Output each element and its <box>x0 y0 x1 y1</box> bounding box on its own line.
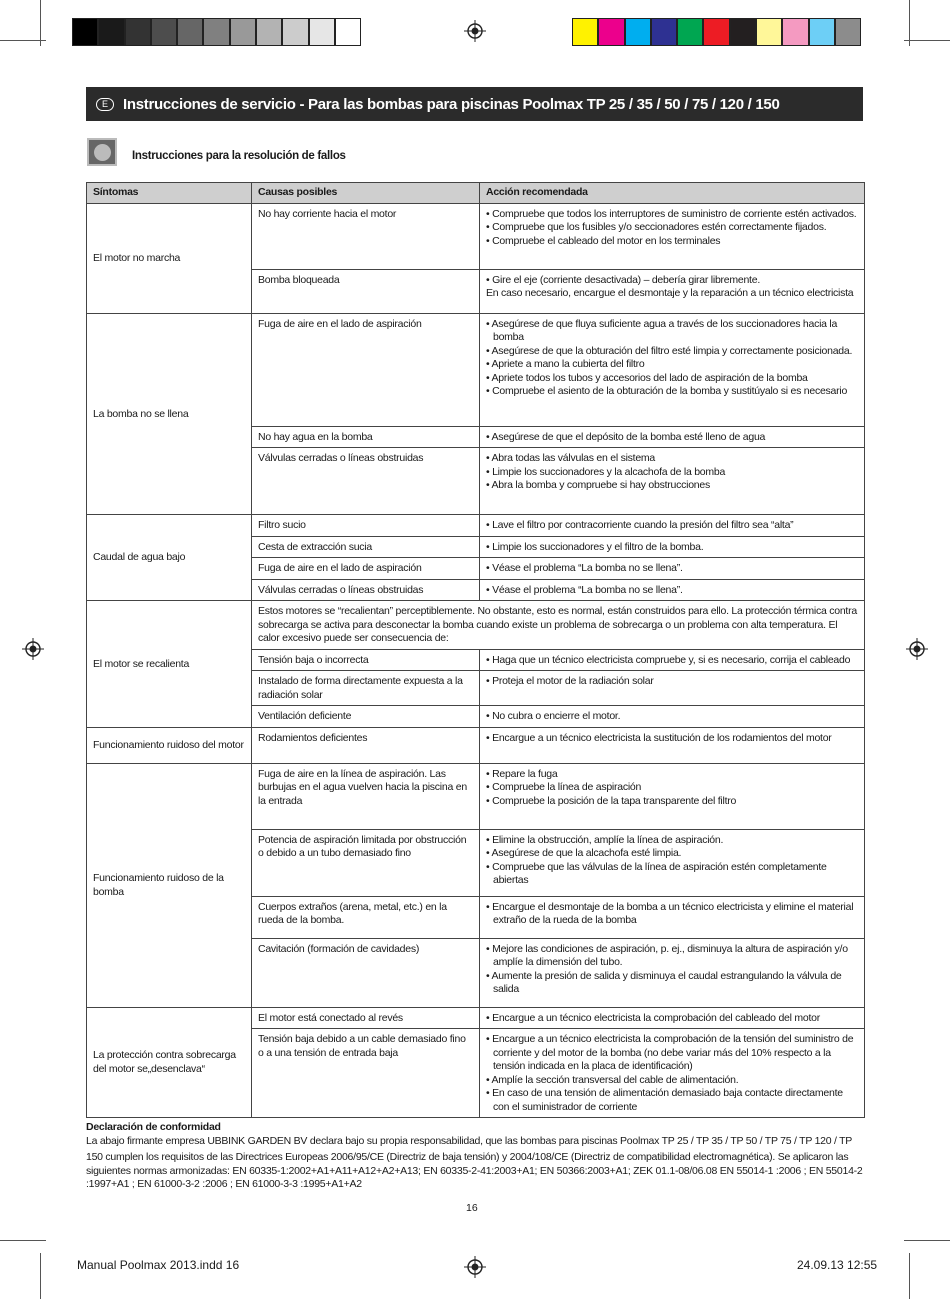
action-item: • Encargue a un técnico electricista la comprobación del cableado del motor <box>486 1011 820 1024</box>
action-item: En caso necesario, encargue el desmontaje y la reparación a un técnico electricista <box>486 287 854 299</box>
color-swatch <box>625 18 651 46</box>
table-header-row <box>87 183 865 204</box>
color-swatch <box>651 18 677 46</box>
cause-cell: Rodamientos deficientes <box>252 727 480 763</box>
action-cell <box>480 727 865 763</box>
symptom-cell: El motor se recalienta <box>87 601 252 728</box>
cause-cell: Válvulas cerradas o líneas obstruidas <box>252 448 480 515</box>
color-swatch <box>572 18 598 46</box>
action-cell <box>480 558 865 580</box>
column-header-action: Acción recomendada <box>480 183 865 204</box>
action-item: • Asegúrese de que la obturación del filtro esté limpia y correctamente posicionada. <box>486 344 853 357</box>
action-cell <box>480 938 865 1007</box>
action-item: • Abra todas las válvulas en el sistema <box>486 452 656 464</box>
action-item: • Asegúrese de que el depósito de la bomba esté lleno de agua <box>486 430 766 443</box>
color-bar-left <box>72 18 361 46</box>
color-swatch <box>730 18 756 46</box>
symptom-cell: Caudal de agua bajo <box>87 515 252 601</box>
crop-mark <box>40 0 41 46</box>
color-swatch <box>72 18 98 46</box>
color-swatch <box>125 18 151 46</box>
tools-icon <box>87 138 117 166</box>
registration-mark-icon <box>22 638 44 660</box>
action-cell <box>480 536 865 558</box>
symptom-cell: La protección contra sobrecarga del motor se„desenclava“ <box>87 1007 252 1118</box>
cause-cell: Válvulas cerradas o líneas obstruidas <box>252 579 480 601</box>
action-item: • Encargue el desmontaje de la bomba a un técnico electricista y elimine el material extraño de la rueda de la bomba <box>486 900 854 926</box>
color-swatch <box>309 18 335 46</box>
action-item: • Encargue a un técnico electricista la comprobación de la tensión del suministro de corriente y del motor de la bomba (no debe variar más del 10% respecto a la tensión indicada en la placa de identificación) <box>486 1033 854 1072</box>
cause-cell: Instalado de forma directamente expuesta a la radiación solar <box>252 671 480 706</box>
cause-cell: Cesta de extracción sucia <box>252 536 480 558</box>
action-cell <box>480 829 865 896</box>
cause-cell: Bomba bloqueada <box>252 269 480 313</box>
cause-cell: Fuga de aire en el lado de aspiración <box>252 558 480 580</box>
action-item: • Elimine la obstrucción, amplíe la línea de aspiración. <box>486 833 724 846</box>
action-item: • Compruebe que las válvulas de la línea de aspiración estén completamente abiertas <box>486 860 827 886</box>
declaration-title: Declaración de conformidad <box>86 1121 221 1133</box>
action-item: • Repare la fuga <box>486 767 558 780</box>
action-item: • Aumente la presión de salida y disminuya el caudal estrangulando la válvula de salida <box>486 969 842 995</box>
action-cell <box>480 313 865 426</box>
note-cell: Estos motores se “recalientan” perceptiblemente. No obstante, esto es normal, están construidos para ello. La protección térmica contra sobrecarga se activa para desconectar la bomba cuando existe un problema de sobrecarga o un problema con alta temperatura. El calor excesivo puede ser consecuencia de: <box>252 601 865 650</box>
color-swatch <box>230 18 256 46</box>
action-cell <box>480 649 865 671</box>
action-item: • Véase el problema “La bomba no se llena”. <box>486 562 683 574</box>
color-swatch <box>256 18 282 46</box>
page-title: Instrucciones de servicio - Para las bombas para piscinas Poolmax TP 25 / 35 / 50 / 75 / 120 / 150 <box>123 95 780 113</box>
cause-cell: No hay corriente hacia el motor <box>252 203 480 269</box>
symptom-cell: Funcionamiento ruidoso de la bomba <box>87 763 252 1007</box>
column-header-symptoms: Síntomas <box>87 183 252 204</box>
color-swatch <box>151 18 177 46</box>
page-header <box>86 87 863 121</box>
action-item: • Encargue a un técnico electricista la sustitución de los rodamientos del motor <box>486 731 832 744</box>
registration-mark-icon <box>906 638 928 660</box>
table-row <box>87 601 865 650</box>
cause-cell: Cuerpos extraños (arena, metal, etc.) en la rueda de la bomba. <box>252 896 480 938</box>
symptom-cell: La bomba no se llena <box>87 313 252 515</box>
action-cell <box>480 763 865 829</box>
registration-mark-icon <box>464 1256 486 1278</box>
action-cell <box>480 706 865 728</box>
table-row <box>87 1007 865 1029</box>
crop-mark <box>0 1240 46 1241</box>
action-item: • En caso de una tensión de alimentación demasiado baja contacte directamente con el suministrador de corriente <box>486 1087 843 1113</box>
action-cell <box>480 515 865 537</box>
cause-cell: Tensión baja o incorrecta <box>252 649 480 671</box>
cause-cell: Ventilación deficiente <box>252 706 480 728</box>
color-swatch <box>835 18 861 46</box>
color-swatch <box>809 18 835 46</box>
action-cell <box>480 671 865 706</box>
table-row <box>87 727 865 763</box>
action-item: • Abra la bomba y compruebe si hay obstrucciones <box>486 479 710 491</box>
action-item: • Limpie los succionadores y el filtro de la bomba. <box>486 540 704 553</box>
action-item: • Compruebe la línea de aspiración <box>486 781 642 793</box>
cause-cell: Fuga de aire en el lado de aspiración <box>252 313 480 426</box>
color-swatch <box>756 18 782 46</box>
crop-mark <box>904 1240 950 1241</box>
action-item: • Proteja el motor de la radiación solar <box>486 675 654 687</box>
color-swatch <box>282 18 308 46</box>
table-row <box>87 203 865 269</box>
action-item: • Haga que un técnico electricista compruebe y, si es necesario, corrija el cableado <box>486 653 851 666</box>
cause-cell: Tensión baja debido a un cable demasiado fino o a una tensión de entrada baja <box>252 1029 480 1118</box>
action-item: • Apriete a mano la cubierta del filtro <box>486 358 645 370</box>
symptom-cell: Funcionamiento ruidoso del motor <box>87 727 252 763</box>
column-header-causes: Causas posibles <box>252 183 480 204</box>
action-item: • Mejore las condiciones de aspiración, p. ej., disminuya la altura de aspiración y/o amplíe la dimensión del tubo. <box>486 942 848 968</box>
slug-date: 24.09.13 12:55 <box>797 1258 878 1272</box>
page-number: 16 <box>466 1202 478 1214</box>
section-title: Instrucciones para la resolución de fallos <box>132 150 346 162</box>
crop-mark <box>909 1253 910 1299</box>
action-item: • No cubra o encierre el motor. <box>486 710 621 722</box>
crop-mark <box>40 1253 41 1299</box>
color-swatch <box>703 18 729 46</box>
action-item: • Asegúrese de que la alcachofa esté limpia. <box>486 847 682 859</box>
color-swatch <box>98 18 124 46</box>
table-row <box>87 763 865 829</box>
language-badge: E <box>96 98 114 111</box>
cause-cell: No hay agua en la bomba <box>252 426 480 448</box>
action-cell <box>480 1007 865 1029</box>
color-bar-right <box>572 18 861 46</box>
action-item: • Compruebe que todos los interruptores de suministro de corriente estén activados. <box>486 207 857 220</box>
declaration-of-conformity <box>86 1121 866 1192</box>
cause-cell: Filtro sucio <box>252 515 480 537</box>
cause-cell: Cavitación (formación de cavidades) <box>252 938 480 1007</box>
action-cell <box>480 579 865 601</box>
action-cell <box>480 269 865 313</box>
color-swatch <box>335 18 361 46</box>
declaration-line-1: La abajo firmante empresa UBBINK GARDEN BV declara bajo su propia responsabilidad, que las bombas para piscinas Poolmax TP 25 / TP 35 / TP 50 / TP 75 / TP 120 / TP <box>86 1134 853 1147</box>
action-cell <box>480 896 865 938</box>
color-swatch <box>177 18 203 46</box>
cause-cell: Fuga de aire en la línea de aspiración. Las burbujas en el agua vuelven hacia la piscina en la entrada <box>252 763 480 829</box>
action-item: • Compruebe que los fusibles y/o seccionadores estén correctamente fijados. <box>486 221 827 233</box>
crop-mark <box>909 0 910 46</box>
declaration-line-2: 150 cumplen los requisitos de las Directrices Europeas 2006/95/CE (Directriz de baja tensión) y 2004/108/CE (Directriz de compatibilidad electromagnética). Se aplicaron las siguientes normas armonizadas: EN 60335-1:2002+A1+A11+A12+A2+A13; EN 60335-2-41:2003+A1; EN 50366:2003+A1; ZEK 01.1-08/06.08 EN 55014-1 :2006 ; EN 55014-2 :1997+A1 ; EN 61000-3-2 :2006 ; EN 61000-3-3 :1995+A1+A2 <box>86 1151 863 1190</box>
action-item: • Véase el problema “La bomba no se llena”. <box>486 583 683 596</box>
color-swatch <box>782 18 808 46</box>
table-row <box>87 313 865 426</box>
action-item: • Compruebe el asiento de la obturación de la bomba y sustitúyalo si es necesario <box>486 385 848 397</box>
registration-mark-icon <box>464 20 486 42</box>
action-item: • Asegúrese de que fluya suficiente agua a través de los succionadores hacia la bomba <box>486 317 838 343</box>
color-swatch <box>598 18 624 46</box>
cause-cell: Potencia de aspiración limitada por obstrucción o debido a un tubo demasiado fino <box>252 829 480 896</box>
action-item: • Gire el eje (corriente desactivada) – debería girar libremente. <box>486 273 760 286</box>
action-item: • Lave el filtro por contracorriente cuando la presión del filtro sea “alta” <box>486 519 794 531</box>
action-cell <box>480 448 865 515</box>
crop-mark <box>904 40 950 41</box>
cause-cell: El motor está conectado al revés <box>252 1007 480 1029</box>
action-item: • Apriete todos los tubos y accesorios del lado de aspiración de la bomba <box>486 371 808 384</box>
action-item: • Compruebe la posición de la tapa transparente del filtro <box>486 794 737 807</box>
table-row <box>87 515 865 537</box>
action-item: • Amplíe la sección transversal del cable de alimentación. <box>486 1073 739 1086</box>
action-cell <box>480 426 865 448</box>
action-item: • Compruebe el cableado del motor en los terminales <box>486 234 721 247</box>
action-item: • Limpie los succionadores y la alcachofa de la bomba <box>486 465 726 478</box>
symptom-cell: El motor no marcha <box>87 203 252 313</box>
action-cell <box>480 1029 865 1118</box>
troubleshooting-table <box>86 182 865 1118</box>
action-cell <box>480 203 865 269</box>
color-swatch <box>677 18 703 46</box>
color-swatch <box>203 18 229 46</box>
slug-file: Manual Poolmax 2013.indd 16 <box>77 1258 240 1272</box>
